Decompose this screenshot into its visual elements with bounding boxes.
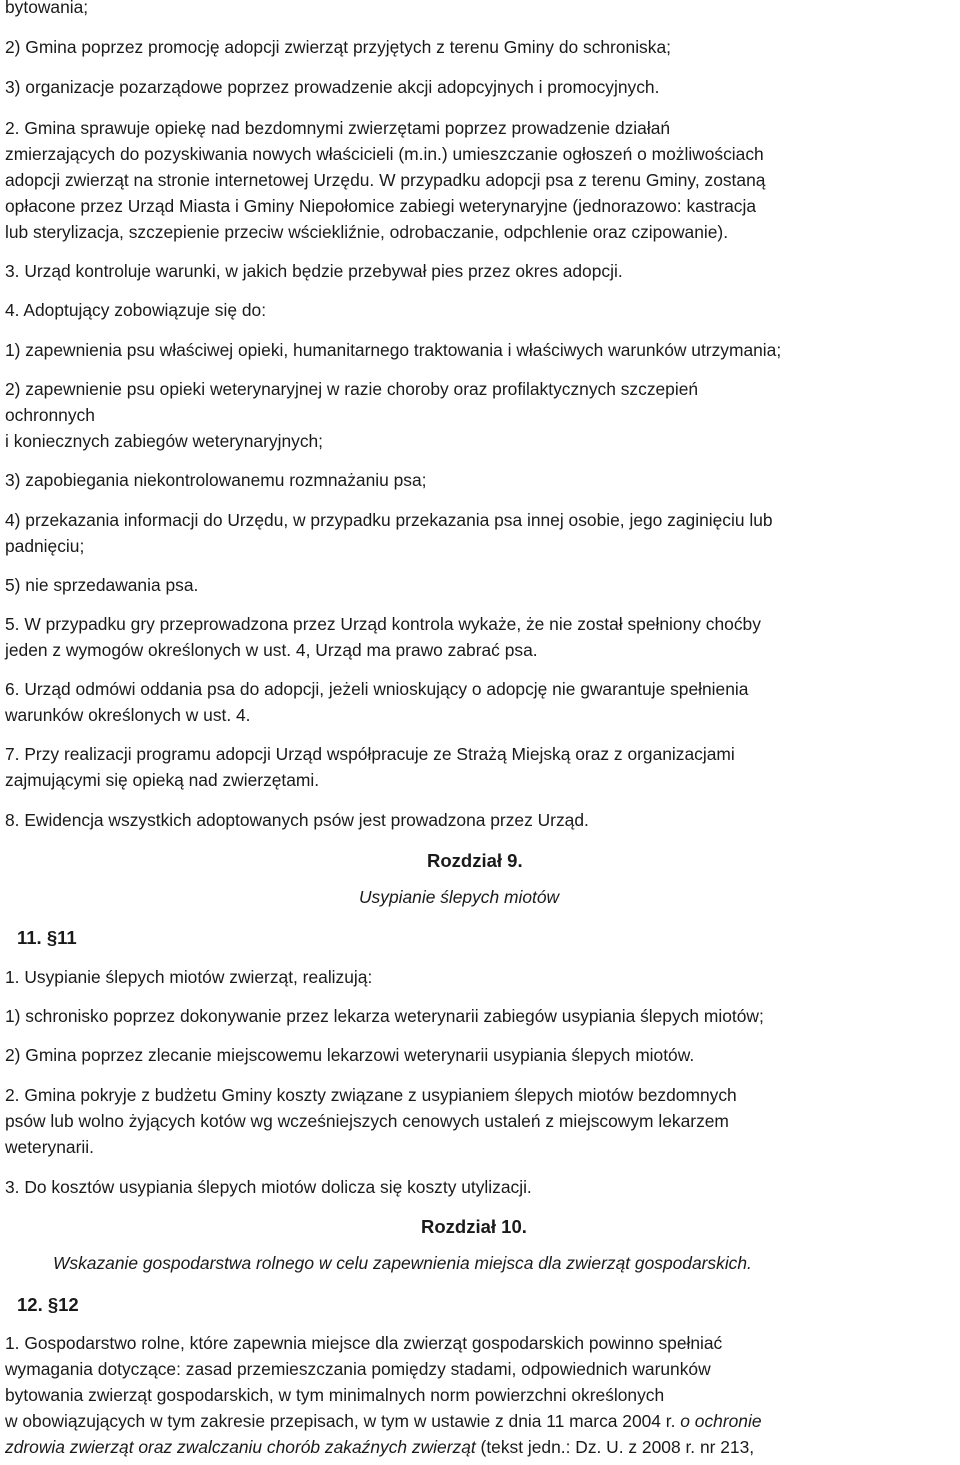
text-line: lub sterylizacja, szczepienie przeciw wściekliźnie, odrobaczanie, odpchlenie oraz czipowanie). — [5, 222, 729, 242]
text-line: 3) organizacje pozarządowe poprzez prowadzenie akcji adopcyjnych i promocyjnych. — [5, 77, 660, 97]
text-line: 1) zapewnienia psu właściwej opieki, humanitarnego traktowania i właściwych warunków utrzymania; — [5, 340, 782, 360]
section-11-heading: 11. §11 — [17, 927, 77, 948]
text-line: 2) Gmina poprzez promocję adopcji zwierząt przyjętych z terenu Gminy do schroniska; — [5, 37, 671, 57]
text-line: 1. Usypianie ślepych miotów zwierząt, realizują: — [5, 967, 373, 987]
text-line: wymagania dotyczące: zasad przemieszczania pomiędzy stadami, odpowiednich warunków — [5, 1359, 711, 1379]
text-line: 3) zapobiegania niekontrolowanemu rozmnażaniu psa; — [5, 470, 427, 490]
chapter-9-title: Rozdział 9. — [427, 850, 523, 871]
text-line: zmierzających do pozyskiwania nowych właścicieli (m.in.) umieszczanie ogłoszeń o możliwościach — [5, 144, 764, 164]
text-line: 2) zapewnienie psu opieki weterynaryjnej w razie choroby oraz profilaktycznych szczepień — [5, 379, 699, 399]
text-line: ochronnych — [5, 405, 95, 425]
text-line: bytowania zwierząt gospodarskich, w tym minimalnych norm powierzchni określonych — [5, 1385, 665, 1405]
chapter-10-title: Rozdział 10. — [421, 1216, 527, 1237]
text-line: bytowania; — [5, 0, 89, 17]
text-line — [5, 1409, 762, 1435]
section-12-heading: 12. §12 — [17, 1294, 79, 1315]
text-line: 6. Urząd odmówi oddania psa do adopcji, jeżeli wnioskujący o adopcję nie gwarantuje spełnienia — [5, 679, 749, 699]
text-fragment: w obowiązujących w tym zakresie przepisach, w tym w ustawie z dnia 11 marca 2004 r. — [5, 1411, 681, 1431]
act-title-fragment: o ochronie — [680, 1411, 762, 1431]
text-line: weterynarii. — [5, 1137, 94, 1157]
text-line: 3. Urząd kontroluje warunki, w jakich będzie przebywał pies przez okres adopcji. — [5, 261, 623, 281]
text-line: 5. W przypadku gry przeprowadzona przez Urząd kontrola wykaże, że nie został spełniony choćby — [5, 614, 761, 634]
text-line: zajmującymi się opieką nad zwierzętami. — [5, 770, 320, 790]
chapter-9-subtitle: Usypianie ślepych miotów — [359, 887, 560, 907]
text-line: 4. Adoptujący zobowiązuje się do: — [5, 300, 267, 320]
text-fragment: (tekst jedn.: Dz. U. z 2008 r. nr 213, — [475, 1437, 755, 1457]
text-line: i koniecznych zabiegów weterynaryjnych; — [5, 431, 324, 451]
chapter-10-subtitle: Wskazanie gospodarstwa rolnego w celu zapewnienia miejsca dla zwierząt gospodarskich. — [53, 1253, 752, 1273]
text-line: 2. Gmina pokryje z budżetu Gminy koszty związane z usypianiem ślepych miotów bezdomnych — [5, 1085, 737, 1105]
text-line: opłacone przez Urząd Miasta i Gminy Niepołomice zabiegi weterynaryjne (jednorazowo: kastracja — [5, 196, 757, 216]
text-line: padnięciu; — [5, 536, 85, 556]
text-line: 2. Gmina sprawuje opiekę nad bezdomnymi zwierzętami poprzez prowadzenie działań — [5, 118, 671, 138]
text-line: warunków określonych w ust. 4. — [5, 705, 251, 725]
act-title-fragment: zdrowia zwierząt oraz zwalczaniu chorób zakaźnych zwierząt — [5, 1437, 476, 1457]
text-line: 5) nie sprzedawania psa. — [5, 575, 199, 595]
text-line: adopcji zwierząt na stronie internetowej Urzędu. W przypadku adopcji psa z terenu Gminy, zostaną — [5, 170, 766, 190]
text-line: 1) schronisko poprzez dokonywanie przez lekarza weterynarii zabiegów usypiania ślepych miotów; — [5, 1006, 764, 1026]
text-line: 7. Przy realizacji programu adopcji Urząd współpracuje ze Strażą Miejską oraz z organizacjami — [5, 744, 735, 764]
text-line: psów lub wolno żyjących kotów wg wcześniejszych cenowych ustaleń z miejscowym lekarzem — [5, 1111, 729, 1131]
text-line: 2) Gmina poprzez zlecanie miejscowemu lekarzowi weterynarii usypiania ślepych miotów. — [5, 1045, 695, 1065]
text-line: 8. Ewidencja wszystkich adoptowanych psów jest prowadzona przez Urząd. — [5, 810, 589, 830]
text-line: jeden z wymogów określonych w ust. 4, Urząd ma prawo zabrać psa. — [5, 640, 538, 660]
text-line: 1. Gospodarstwo rolne, które zapewnia miejsce dla zwierząt gospodarskich powinno spełniać — [5, 1333, 723, 1353]
text-line: 4) przekazania informacji do Urzędu, w przypadku przekazania psa innej osobie, jego zaginięciu lub — [5, 510, 773, 530]
text-line: 3. Do kosztów usypiania ślepych miotów dolicza się koszty utylizacji. — [5, 1177, 532, 1197]
text-line — [5, 1435, 754, 1461]
